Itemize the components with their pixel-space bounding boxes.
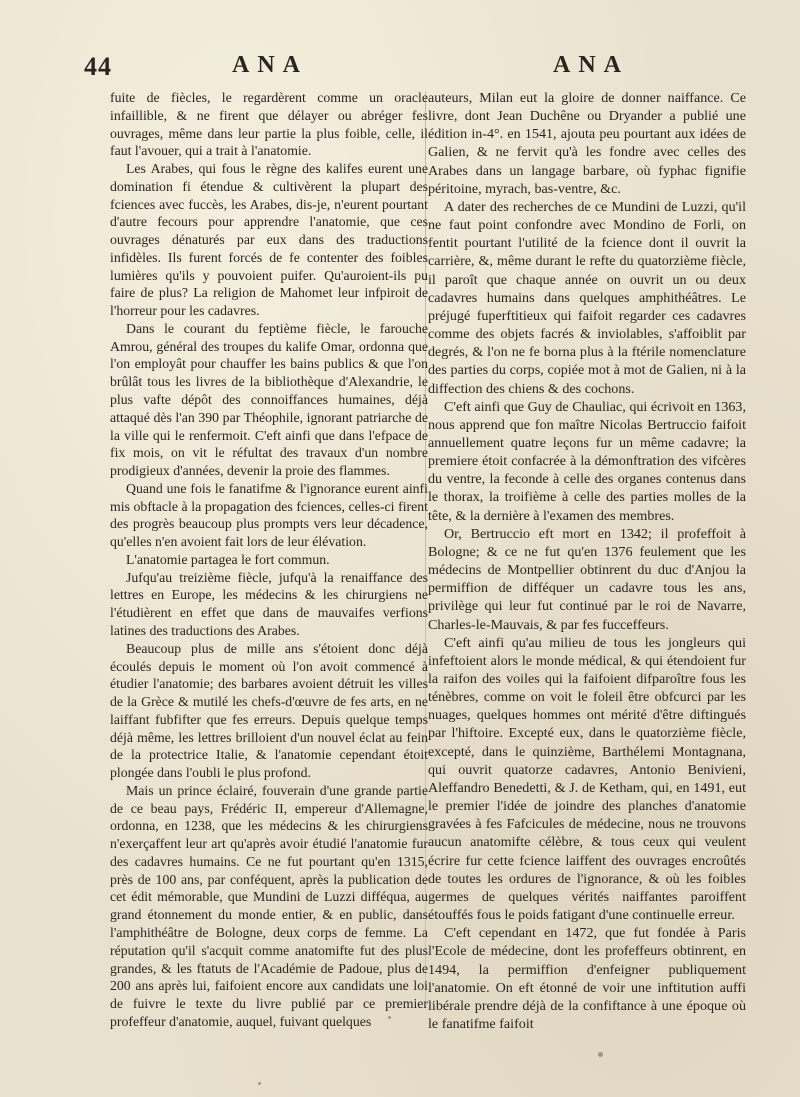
right-column-paragraph: C'eft ainfi qu'au milieu de tous les jongleurs qui infeftoient alors le monde médical, & qui étendoient fur la raifon des voiles qui la faifoient difparoître fous les ténèbres, comme on voit le foleil être obfcurci par les nuages, quelques hommes ont mérité d'être diftingués par l'hiftoire. Excepté eux, dans le quatorzième fiècle, excepté, dans le quinzième, Barthélemi Montagnana, qui ouvrit quatorze cadavres, Antonio Benivieni, Aleffandro Benedetti, & J. de Ketham, qui, en 1491, eut le premier l'idée de joindre des planches d'anatomie gravées à fes Fafcicules de médecine, nous ne trouvons aucun anatomifte célèbre, & tous ceux qui veulent écrire fur cette fcience laiffent des ouvrages encroûtés de toutes les ordures de l'ignorance, & où les foibles germes de quelques vérités naiffantes paroiffent étouffés fous le poids fatigant d'une continuelle erreur. bbox=[428, 634, 746, 924]
running-head-left: ANA bbox=[232, 52, 308, 78]
left-column-paragraph: Beaucoup plus de mille ans s'étoient donc déjà écoulés depuis le moment où l'on avoit commencé à étudier l'anatomie; des barbares avoient détruit les villes de la Grèce & mutilé les chefs-d'œuvre de fes arts, en ne laiffant fubfifter que fes erreurs. Depuis quelque temps déjà même, les lettres brilloient d'un nouvel éclat au fein de la protectrice Italie, & l'anatomie cependant étoit plongée dans l'oubli le plus profond. bbox=[110, 640, 428, 781]
ink-speck bbox=[258, 1082, 261, 1085]
right-column-paragraph: A dater des recherches de ce Mundini de Luzzi, qu'il ne faut point confondre avec Mondino de Forli, on fentit pourtant l'utilité de la fcience dont il ouvrit la carrière, &, même durant le refte du quatorzième fiècle, il paroît que chaque année on ouvrit un ou deux cadavres humains dans quelques amphithéâtres. Le préjugé fuperftitieux qui faifoit regarder ces cadavres comme des objets facrés & inviolables, s'affoiblit par degrés, & l'on ne fe borna plus à la ftérile nomenclature des parties du corps, copiée mot à mot de Galien, ni à la diffection des chiens & des cochons. bbox=[428, 198, 746, 397]
page-header bbox=[0, 52, 800, 82]
left-column bbox=[110, 89, 428, 1031]
ink-speck bbox=[388, 1016, 391, 1019]
right-column bbox=[428, 89, 746, 1033]
left-column-paragraph: Dans le courant du feptième fiècle, le farouche Amrou, général des troupes du kalife Omar, ordonna que l'on employât pour chauffer les bains publics & que l'on brûlât tous les livres de la bibliothèque d'Alexandrie, le plus vafte dépôt des connoiffances humaines, déjà attaqué dès l'an 390 par Théophile, ignorant patriarche de la ville qui le renfermoit. C'eft ainfi que dans l'efpace de fix mois, on vit le réfultat des travaux d'un nombre prodigieux d'années, devenir la proie des flammes. bbox=[110, 320, 428, 479]
right-column-paragraph: C'eft cependant en 1472, que fut fondée à Paris l'Ecole de médecine, dont les profeffeurs obtinrent, en 1494, la permiffion d'enfeigner publiquement l'anatomie. On eft étonné de voir une inftitution auffi libérale prendre déjà de la confiftance à une époque où le fanatifme faifoit bbox=[428, 925, 746, 1032]
right-column-paragraph: Or, Bertruccio eft mort en 1342; il profeffoit à Bologne; & ce ne fut qu'en 1376 feulement que les médecins de Montpellier obtinrent du duc d'Anjou la permiffion de difféquer un cadavre tous les ans, privilège qui leur fut continué par le roi de Navarre, Charles-le-Mauvais, & par fes fucceffeurs. bbox=[428, 525, 746, 633]
left-column-paragraph: Mais un prince éclairé, fouverain d'une grande partie de ce beau pays, Frédéric II, empereur d'Allemagne, ordonna, en 1238, que les médecins & les chirurgiens n'exerçaffent leur art qu'après avoir étudié l'anatomie fur des cadavres humains. Ce ne fut pourtant qu'en 1315, près de 100 ans, par conféquent, après la publication de cet édit mémorable, que Mundini de Luzzi difféqua, au grand étonnement du monde entier, & en public, dans l'amphithéâtre de Bologne, deux corps de femme. La réputation qu'il s'acquit comme anatomifte fut des plus grandes, & les ftatuts de l'Académie de Padoue, plus de 200 ans après lui, faifoient encore aux candidats une loi de fuivre le texte du livre publié par ce premier profeffeur d'anatomie, auquel, fuivant quelques bbox=[110, 782, 428, 1029]
left-column-paragraph: Jufqu'au treizième fiècle, jufqu'à la renaiffance des lettres en Europe, les médecins & les chirurgiens ne l'étudièrent en effet que dans de mauvaifes verfions latines des traductions des Arabes. bbox=[110, 569, 428, 638]
right-column-paragraph: C'eft ainfi que Guy de Chauliac, qui écrivoit en 1363, nous apprend que fon maître Nicolas Bertruccio faifoit annuellement quatre leçons fur un même cadavre; la premiere étoit confacrée à la démonftration des vifcères du ventre, la feconde à celle des organes contenus dans le thorax, la troifième à celle des parties molles de la tête, & la dernière à l'examen des membres. bbox=[428, 398, 746, 524]
left-column-paragraph: fuite de fiècles, le regardèrent comme un oracle infaillible, & ne firent que délayer ou abréger fes ouvrages, même dans leur partie la plus foible, celle, il faut l'avouer, qui a trait à l'anatomie. bbox=[110, 90, 428, 159]
right-column-paragraph: auteurs, Milan eut la gloire de donner naiffance. Ce livre, dont Jean Duchêne ou Dryander a publié une édition in-4°. en 1541, ajouta peu pourtant aux idées de Galien, & ne fervit qu'à les fondre avec celles des Arabes dans un langage barbare, où fyphac fignifie péritoine, myrach, bas-ventre, &c. bbox=[428, 90, 746, 197]
ink-speck bbox=[598, 1052, 603, 1057]
left-column-paragraph: L'anatomie partagea le fort commun. bbox=[126, 551, 330, 567]
left-column-paragraph: Quand une fois le fanatifme & l'ignorance eurent ainfi mis obftacle à la propagation des fciences, celles-ci firent des progrès beaucoup plus prompts vers leur décadence, qu'elles n'en avoient fait lors de leur élévation. bbox=[110, 480, 428, 550]
running-head-right: ANA bbox=[553, 52, 629, 78]
left-column-paragraph: Les Arabes, qui fous le règne des kalifes eurent une domination fi étendue & cultivèrent la plupart des fciences avec fuccès, les Arabes, dis-je, n'eurent pourtant d'autre fecours pour apprendre l'anatomie, que ces ouvrages dénaturés par eux dans des traductions infidèles. Ils furent forcés de fe contenter des foibles lumières qu'ils y pouvoient puifer. Qu'auroient-ils pu faire de plus? La religion de Mahomet leur infpiroit de l'horreur pour les cadavres. bbox=[110, 161, 428, 319]
page-number: 44 bbox=[84, 52, 112, 81]
